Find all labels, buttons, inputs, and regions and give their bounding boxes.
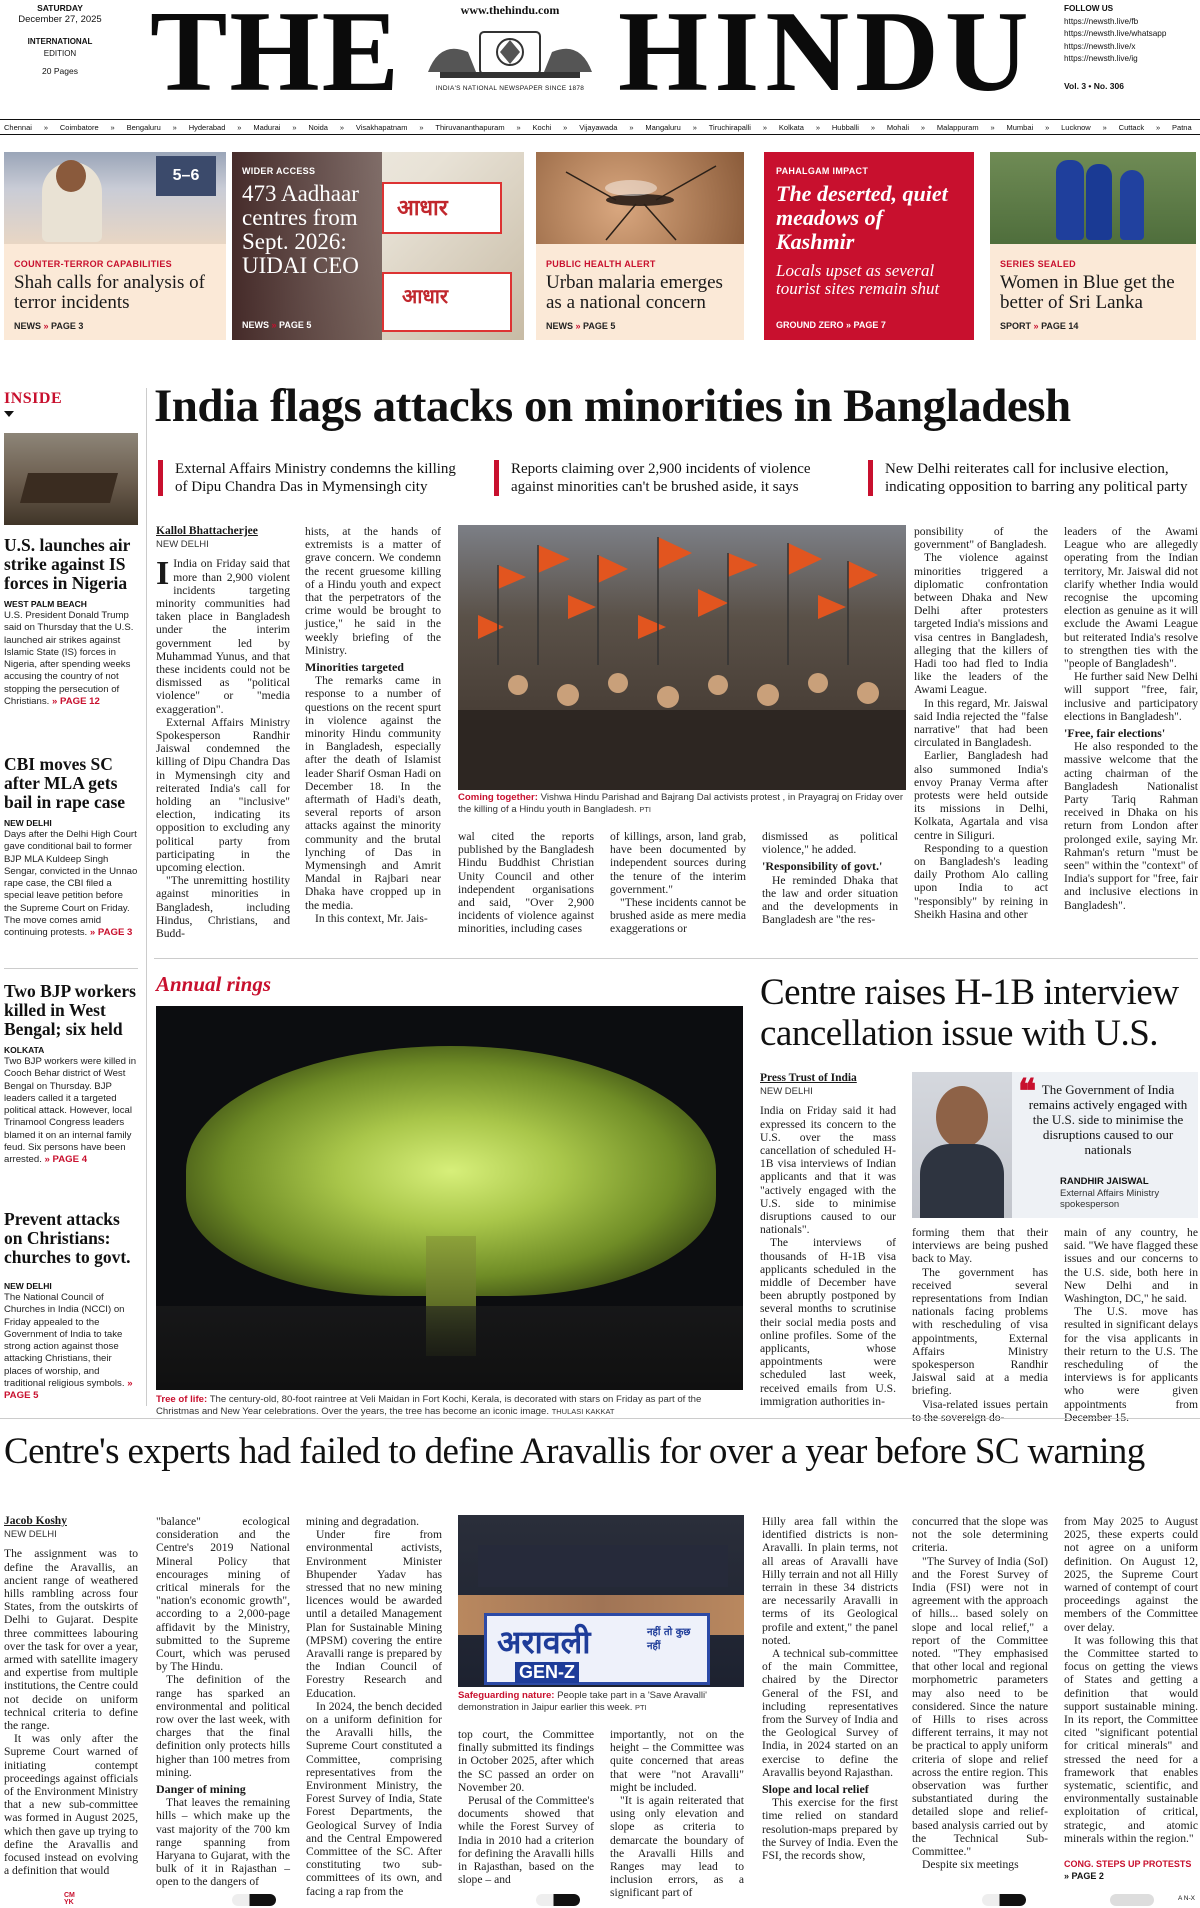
city-strip: Chennai » Coimbatore » Bengaluru » Hyderabad » Madurai » Noida » Visakhapatnam » Thiruvananthapuram » Kochi » Vijayawada » Mangaluru » Tiruchirapalli » Kolkata » Hubballi » Mohali » Malappuram » Mumbai » Lucknow » Cuttack » Patna: [0, 119, 1200, 135]
jump-label: CONG. STEPS UP PROTESTS: [1064, 1859, 1192, 1869]
website-link[interactable]: www.thehindu.com: [460, 3, 560, 17]
banner-gen: GEN-Z: [515, 1662, 579, 1683]
register-mark: [232, 1894, 276, 1906]
follow-link-ig[interactable]: https://newsth.live/ig: [1064, 54, 1138, 64]
city-item: Mangaluru: [645, 123, 681, 132]
mosquito-icon: [536, 152, 744, 244]
lead-para: The remarks came in response to a number of questions on the recent spurt in violence against the minority Hindu community in Bangladesh, especially after the death of Islamist leader Sharif Osman Hadi on December 18. In the aftermath of Hadi's death, several reports of arson attacks against the minority community and the brutal lynching of Das in Mymensingh and Amrit Mandal in Rajbari near Dhaka have cropped up in the media.: [305, 674, 441, 912]
city-item: Visakhapatnam: [355, 123, 408, 132]
lead-subhead: 'Free, fair elections': [1064, 726, 1166, 741]
lead-para: of killings, arson, land grab, have been documented by independent sources during the tenure of the interim government.": [610, 830, 746, 896]
h1b-para: The government has received several representations from Indian nationals facing problems with rescheduling of visa appointments, External Affairs Ministry spokesperson Randhir Jaiswal said at a media briefing.: [912, 1265, 1048, 1398]
city-item: Noida: [308, 123, 328, 132]
lead-col-5: [762, 830, 898, 940]
aravallis-col-4: [458, 1728, 594, 1893]
inside-page: » PAGE 3: [89, 927, 133, 939]
aravallis-headline[interactable]: Centre's experts had failed to define Aravallis for over a year before SC warning: [4, 1431, 1145, 1472]
masthead-date: December 27, 2025: [18, 14, 102, 25]
caption-credit: THULASI KAKKAT: [551, 1407, 615, 1416]
city-item: Hubballi: [831, 123, 859, 132]
teaser-section: NEWS: [242, 320, 269, 330]
annual-rings-caption: [156, 1394, 743, 1418]
lead-subhead: 'Responsibility of govt.': [762, 859, 883, 874]
volume-number: Vol. 3 • No. 306: [1064, 80, 1124, 91]
masthead-emblem: [420, 22, 600, 90]
caption-credit: PTI: [639, 805, 652, 814]
aravallis-para: That leaves the remaining hills – which make up the vast majority of the 700 km range spanning from Haryana to Gujarat, with the bulk of it in Rajasthan – open to the dangers of: [156, 1796, 290, 1889]
inside-story-3[interactable]: [4, 982, 138, 1167]
lead-para: In this regard, Mr. Jaiswal said India rejected the "false narrative" that had been circulated in Bangladesh.: [914, 696, 1048, 750]
lead-para: dismissed as political violence," he added.: [762, 830, 898, 857]
h1b-headline[interactable]: Centre raises H-1B interview cancellation issue with U.S.: [760, 972, 1179, 1054]
lead-para: In this context, Mr. Jais-: [315, 911, 428, 925]
page-count: 20 Pages: [42, 66, 78, 76]
lead-col-1: Kallol Bhattacherjee NEW DELHI I India on Friday said that more than 2,900 violent incidents targeting minority communities had taken place in Bangladesh under the interim government led by Muhammad Yunus, and that these incidents could not be dismissed as "political violence" or "media exaggeration". External Affairs Ministry Spokesperson Randhir Jaiswal condemned the killing of Dipu Chandra Das in Mymensingh city and reiterated India's call for holding an "inclusive" election, indicating its opposition to excluding any political party from participating in the upcoming election. "The unremitting hostility against minorities in Bangladesh, including Hindus, Christians, and Budd-: [156, 525, 290, 941]
lead-para: "The unremitting hostility against minorities in Bangladesh, including Hindus, Christians, and Budd-: [156, 874, 290, 941]
city-item: Chennai: [4, 123, 32, 132]
inside-page: » PAGE 12: [52, 696, 100, 708]
lead-subhead: Minorities targeted: [305, 660, 404, 675]
inside-page: » PAGE 4: [44, 1154, 88, 1166]
spokesperson-photo: [912, 1072, 1012, 1218]
aravallis-col-1: [4, 1515, 138, 1893]
inside-text: Two BJP workers were killed in Cooch Behar district of West Bengal on Thursday. BJP leaders called it a targeted political attack. However, local Trinamool Congress leaders blamed it on an internal family feud. Six persons have been arrested.: [4, 1056, 137, 1166]
follow-us: [1064, 3, 1198, 93]
lead-para: "These incidents cannot be brushed aside as mere media exaggerations or: [610, 896, 746, 936]
teaser-kicker: PAHALGAM IMPACT: [776, 166, 869, 176]
quote-mark-icon: ❝: [1018, 1074, 1037, 1111]
banner-text: अरावली: [497, 1623, 591, 1661]
h1b-quote-title: External Affairs Ministry spokesperson: [1060, 1188, 1160, 1210]
teaser-photo: [990, 152, 1196, 244]
aravallis-col-2: [156, 1515, 290, 1893]
h1b-para: forming them that their interviews are being pushed back to May.: [912, 1226, 1048, 1266]
teaser-page: PAGE 3: [51, 321, 84, 331]
inside-headline: Prevent attacks on Christians: churches to govt.: [4, 1209, 131, 1267]
follow-link-whatsapp[interactable]: https://newsth.live/whatsapp: [1064, 29, 1167, 39]
follow-link-fb[interactable]: https://newsth.live/fb: [1064, 16, 1139, 26]
h1b-quote-text: The Government of India remains actively engaged with the U.S. side to minimise the disruptions caused to our nationals: [1028, 1082, 1188, 1157]
aravallis-para: This exercise for the first time relied on standard resolution-maps prepared by the Survey of India. Even the FSI, the records show,: [762, 1796, 898, 1863]
h1b-col-3: [1064, 1226, 1198, 1411]
aravallis-para: It was only after the Supreme Court warned of initiating contempt proceedings against officials of the Environment Ministry that a new sub-committee was formed in August 2025, which then gave up trying to define the Aravallis and focused instead on evolving a definition that would: [4, 1732, 138, 1878]
caption-text: The century-old, 80-foot raintree at Veli Maidan in Fort Kochi, Kerala, is decorated with stars on Friday as part of the Christmas and New Year celebrations. Over the years, the tree has become an iconic image.: [156, 1394, 702, 1417]
city-item: Vijayawada: [579, 123, 618, 132]
aravallis-para: Perusal of the Committee's documents showed that while the Forest Survey of India in 2010 had a criterion for defining the Aravalli hills in Rajasthan, based on the slope – and: [458, 1794, 594, 1887]
city-item: Cuttack: [1118, 123, 1145, 132]
inside-sidebar: [4, 390, 138, 417]
lead-col-4: [610, 830, 746, 940]
teaser-photo: 5–6: [4, 152, 226, 244]
inside-dateline: KOLKATA: [4, 1045, 45, 1055]
h1b-para: The U.S. move has resulted in significant delays for the visa applicants in their return to the U.S. The rescheduling of the interviews is for applicants who were given appointments from: [1064, 1305, 1198, 1411]
teaser-subhead: Locals upset as several tourist sites remain shut: [776, 261, 940, 298]
lead-para: leaders of the Awami League who are allegedly operating from the Indian territory, Mr. Jaiswal did not clarify whether India would recognise the upcoming election as genuine as it will exclude the Awami League but reiterated India's resolve to strengthen ties with the "people of Bangladesh".: [1064, 525, 1198, 671]
aravallis-para: The assignment was to define the Aravallis, an ancient range of weathered hills rambling across four States, from the outskirts of Delhi to Gujarat. Despite three committees labouring over the task for over a year, armed with satellite imagery and expertise from multiple institutions, the Centre could not decide on uniform technical criteria to define the range.: [4, 1547, 138, 1733]
aravallis-para: top court, the Committee finally submitted its findings in October 2025, after which the SC passed an order on November 20.: [458, 1728, 594, 1794]
lead-headline[interactable]: India flags attacks on minorities in Bangladesh: [154, 380, 1071, 432]
aravallis-col-8: [1064, 1515, 1198, 1855]
city-item: Kolkata: [778, 123, 804, 132]
teaser-cricket[interactable]: SERIES SEALED Women in Blue get the better of Sri Lanka SPORT » PAGE 14: [990, 152, 1196, 340]
aravallis-jump[interactable]: [1064, 1858, 1198, 1882]
city-item: Malappuram: [936, 123, 979, 132]
aravallis-para: importantly, not on the height – the Committee was quite concerned that areas that were "not Aravalli" might be included.: [610, 1728, 744, 1794]
lead-col-6: [914, 525, 1048, 940]
lead-para: ponsibility of the government" of Bangladesh.: [914, 525, 1048, 552]
teaser-headline: Women in Blue get the better of Sri Lanka: [1000, 272, 1175, 313]
inside-story-1[interactable]: [4, 536, 138, 708]
aravallis-para: Despite six meetings: [922, 1858, 1019, 1872]
lead-para: External Affairs Ministry Spokesperson Randhir Jaiswal condemned the killing of Dipu Chandra Das in Mymensingh city and reiterated India's call for holding an "inclusive" election, indicating its opposition to excluding any political party from participating in the upcoming election.: [156, 715, 290, 875]
city-item: Hyderabad: [188, 123, 226, 132]
h1b-para: main of any country, he said. "We have flagged these issues and our concerns to the U.S. side, both here in New Delhi and in Washington, DC," he said.: [1064, 1226, 1198, 1306]
teaser-headline: The deserted, quiet meadows of Kashmir: [776, 181, 948, 254]
masthead-title-left: THE: [150, 0, 401, 116]
inside-page: » PAGE 5: [4, 1378, 133, 1402]
register-mark: [536, 1894, 580, 1906]
aravallis-para: concurred that the slope was not the sole determining criteria.: [912, 1515, 1048, 1555]
annual-rings-label: Annual rings: [156, 972, 271, 996]
teaser-kicker: SERIES SEALED: [1000, 259, 1076, 269]
inside-headline: CBI moves SC after MLA gets bail in rape case: [4, 754, 126, 812]
lead-deck-3: New Delhi reiterates call for inclusive election, indicating opposition to barring any political party: [868, 460, 1198, 496]
aravallis-col-3: [306, 1515, 442, 1898]
lead-photo: [458, 525, 906, 790]
teaser-kicker: WIDER ACCESS: [242, 166, 316, 176]
masthead-tagline: INDIA'S NATIONAL NEWSPAPER SINCE 1878: [435, 85, 585, 92]
inside-dateline: NEW DELHI: [4, 818, 52, 828]
city-item: Mohali: [886, 123, 909, 132]
lead-para: He reminded Dhaka that the law and order situation and the developments in Bangladesh are "the res-: [762, 873, 898, 927]
lead-dateline: NEW DELHI: [156, 539, 209, 551]
aravallis-col-7: [912, 1515, 1048, 1893]
teaser-kicker: COUNTER-TERROR CAPABILITIES: [14, 259, 172, 269]
aravallis-byline[interactable]: Jacob Koshy: [4, 1515, 67, 1527]
teaser-aadhaar[interactable]: आधार आधार WIDER ACCESS 473 Aadhaar centres from Sept. 2026: UIDAI CEO NEWS » PAGE 5: [232, 152, 524, 340]
lead-deck-2: Reports claiming over 2,900 incidents of violence against minorities can't be brushed aside, it says: [494, 460, 848, 496]
lead-para: wal cited the reports published by the Bangladesh Hindu Buddhist Christian Unity Council and other independent organisations and said, "Over 2,900 incidents of violence against minorities, including cases: [458, 830, 594, 936]
h1b-para: Visa-related issues pertain: [922, 1397, 1048, 1411]
inside-story-2[interactable]: [4, 755, 138, 940]
jump-page: » PAGE 2: [1064, 1871, 1104, 1881]
aravallis-para: In 2024, the bench decided on a uniform definition for the Aravalli hills, the Supreme Court constituted a Committee, comprising representatives from the Environment Ministry, the Forest Survey of India, State Forest Departments, the Geological Survey of India and the Central Empowered Committee of the SC. After constituting two sub-committees of its own, and facing a rap from the: [306, 1699, 442, 1898]
h1b-dateline: NEW DELHI: [760, 1086, 813, 1098]
masthead-title-right: HINDU: [618, 0, 1035, 116]
city-item: Coimbatore: [59, 123, 99, 132]
city-item: Lucknow: [1061, 123, 1091, 132]
protest-flags-icon: [458, 525, 906, 790]
inside-label: INSIDE: [4, 390, 63, 407]
inside-text: The National Council of Churches in India (NCCI) on Friday appealed to the Government of India to take strong action against those attacking Christians, their places of worship, and traditional religious symbols.: [4, 1292, 125, 1390]
aravallis-subhead: Slope and local relief: [762, 1782, 869, 1797]
inside-dateline: WEST PALM BEACH: [4, 599, 87, 609]
city-item: Madurai: [253, 123, 281, 132]
masthead-left: [4, 2, 116, 77]
h1b-para: India on Friday said it had expressed its concern to the U.S. over the mass cancellation of scheduled H-1B visa interviews of Indian applicants and that it was "actively engaged with the U.S. side to minimise disruptions caused to our nationals".: [760, 1104, 896, 1237]
h1b-byline[interactable]: Press Trust of India: [760, 1072, 857, 1084]
lead-para: hists, at the hands of extremists is a matter of grave concern. We condemn the recent gruesome killing of a Hindu youth and expect that the perpetrators of the crime would be brought to justice," he said in the weekly briefing of the Ministry.: [305, 525, 441, 657]
caption-text: People take part in a 'Save Aravalli' demonstration in Jaipur earlier this week.: [458, 1690, 707, 1713]
city-item: Patna: [1172, 123, 1192, 132]
follow-link-x[interactable]: https://newsth.live/x: [1064, 41, 1136, 51]
inside-headline: Two BJP workers killed in West Bengal; six held: [4, 981, 136, 1039]
lead-para: The violence against minorities triggered a diplomatic confrontation between Dhaka and New Delhi after protesters targeted India's missions and visa centres in Bangladesh, alleging that the killers of Hadi too had fled to India like the leaders of the Awami League.: [914, 551, 1048, 697]
h1b-quote-name: RANDHIR JAISWAL: [1060, 1176, 1149, 1187]
aravallis-caption: [458, 1690, 744, 1714]
aravallis-para: The definition of the range has sparked an environmental and political row over the last week, with charges that the final definition only protects hills higher than 100 metres from mining.: [156, 1673, 290, 1779]
aravallis-para: from May 2025 to August 2025, these experts could not agree on a uniform definition. On August 12, 2025, the Supreme Court warned of contempt of court proceedings against the members of the Committee over delay.: [1064, 1515, 1198, 1634]
aravallis-subhead: Danger of mining: [156, 1782, 246, 1797]
banner-small: नहीं तो कुछ नहीं: [647, 1627, 691, 1652]
teaser-page: PAGE 14: [1041, 321, 1079, 331]
lead-col-7: [1064, 525, 1198, 940]
teaser-page: PAGE 5: [583, 321, 616, 331]
teaser-kashmir[interactable]: PAHALGAM IMPACT The deserted, quiet meadows of Kashmir Locals upset as several tourist sites remain shut GROUND ZERO » PAGE 7: [764, 152, 974, 340]
lead-col-3: [458, 830, 594, 940]
city-item: Tiruchirapalli: [708, 123, 751, 132]
lead-para: He also responded to the massive welcome that the acting chairman of the Bangladesh Nationalist Party Tariq Rahman received in Dhaka on his return from London after prolonged exile, saying Mr. Rahman's return "must be seen" within the "context" of India's support for "free, fair and inclusive elections in Bangladesh".: [1064, 740, 1198, 912]
edition-line1: INTERNATIONAL: [27, 37, 93, 46]
aravallis-para: A technical sub-committee of the main Committee, chaired by the Director General of the FSI, and including representatives from the Survey of India and the Geological Survey of India, in 2024 started on an exercise to define the Aravallis beyond Rajasthan.: [762, 1647, 898, 1779]
h1b-col-1: [760, 1072, 896, 1408]
city-item: Mumbai: [1006, 123, 1034, 132]
masthead-day: SATURDAY: [37, 3, 83, 13]
aravallis-dateline: NEW DELHI: [4, 1529, 57, 1541]
h1b-para: The interviews of thousands of H-1B visa applicants scheduled in the middle of December have been abruptly postponed by several months to scrutinise their social media posts and online profiles. Some of the applicants, whose appointments were scheduled last week, received emails from U.S. immigration authorities in-: [760, 1236, 896, 1408]
teaser-malaria[interactable]: PUBLIC HEALTH ALERT Urban malaria emerges as a national concern NEWS » PAGE 5: [536, 152, 744, 340]
h1b-quote-box: [912, 1072, 1198, 1218]
register-mark: [1110, 1894, 1154, 1906]
lead-byline[interactable]: Kallol Bhattacherjee: [156, 525, 258, 537]
inside-text: Days after the Delhi High Court gave conditional bail to former BJP MLA Kuldeep Singh Sengar, convicted in the Unnao rape case, the CBI filed a special leave petition before the Supreme Court on Friday. The move comes amid continuing protests.: [4, 829, 138, 939]
aravallis-para: mining and degradation.: [306, 1515, 420, 1528]
caption-text: Vishwa Hindu Parishad and Bajrang Dal activists protest , in Prayagraj on Friday over the killing of a Hindu youth in Bangladesh.: [458, 792, 904, 815]
cmyk-mark: CMYK: [64, 1892, 75, 1906]
aravallis-para: Under fire from environmental activists, Environment Minister Bhupender Yadav has stressed that no new mining licences would be awarded until a detailed Management Plan for Sustainable Mining (MPSM) covering the entire Aravalli range is prepared by the Indian Council of Forestry Research and Education.: [306, 1528, 442, 1700]
caption-label: Coming together:: [458, 792, 538, 803]
h1b-col-2: [912, 1226, 1048, 1411]
register-mark: [982, 1894, 1026, 1906]
aravallis-para: Hilly area fall within the identified districts is non-Aravalli. In plain terms, not all areas of Aravalli have Hilly terrain and not all Hilly terrain in these 34 districts are necessarily Aravalli in terms of its Geological profile and extent," the panel noted.: [762, 1515, 898, 1647]
lead-para: Responding to a question on Bangladesh's leading daily Prothom Alo calling upon India to act "responsibly" by reining in Sheikh Hasina and other: [914, 841, 1048, 921]
aravallis-para: "The Survey of India (SoI) and the Forest Survey of India (FSI) were not in agreement with the approach of hills... based solely on slope and local relief," a report of the Committee noted. "They emphasised that other local and regional morphometric parameters may also need to be considered. Since the nature of Hills to rises across different terrains, it may not be practical to apply uniform criteria of slope and relief across the entire region. This observation was further substantiated during the detailed slope and relief-based analysis carried out by the Technical Sub-Committee.": [912, 1554, 1048, 1859]
lead-col-2: [305, 525, 441, 940]
lead-deck-1: External Affairs Ministry condemns the killing of Dipu Chandra Das in Mymensingh city: [158, 460, 472, 496]
lead-photo-caption: [458, 792, 906, 816]
teaser-headline: Shah calls for analysis of terror incidents: [14, 272, 206, 313]
teaser-headline: 473 Aadhaar centres from Sept. 2026: UIDAI CEO: [242, 181, 359, 278]
aravallis-col-5: [610, 1728, 744, 1900]
aravallis-para: "balance" ecological consideration and the Centre's 2019 National Mineral Policy that encourages mining of critical minerals for the "nation's economic growth", according to a 2,000-page affidavit by the Ministry, submitted to the Supreme Court, which was perused by The Hindu.: [156, 1515, 290, 1674]
lead-para: India on Friday said that more than 2,900 violent incidents targeting minority communities had taken place in Bangladesh under the interim government led by Muhammad Yunus, and that these incidents could not be dismissed as "political violence" or "media exaggeration".: [156, 557, 290, 716]
teaser-section: SPORT: [1000, 321, 1032, 331]
teaser-kicker: PUBLIC HEALTH ALERT: [546, 259, 656, 269]
inside-text: U.S. President Donald Trump said on Thursday that the U.S. launched air strikes against Islamic State (IS) forces in Nigeria, after spending weeks accusing the country of not stopping the persecution of Christians.: [4, 610, 134, 708]
inside-photo: [4, 433, 138, 525]
teaser-section: NEWS: [546, 321, 573, 331]
teaser-shah[interactable]: 5–6 COUNTER-TERROR CAPABILITIES Shah calls for analysis of terror incidents NEWS » PAGE 3: [4, 152, 226, 340]
teaser-headline: Urban malaria emerges as a national concern: [546, 272, 723, 313]
aravallis-col-6: [762, 1515, 898, 1893]
page-code: A N-X: [1178, 1895, 1195, 1902]
inside-headline: U.S. launches air strike against IS forces in Nigeria: [4, 535, 131, 593]
edition-line2: EDITION: [43, 49, 77, 58]
teaser-section: NEWS: [14, 321, 41, 331]
teaser-photo: [536, 152, 744, 244]
inside-story-4[interactable]: [4, 1210, 138, 1403]
teaser-photo: आधार आधार: [232, 152, 524, 340]
city-item: Bengaluru: [126, 123, 161, 132]
caption-label: Tree of life:: [156, 1394, 208, 1405]
caption-credit: PTI: [635, 1703, 647, 1712]
caret-down-icon: [4, 411, 14, 417]
teaser-page: PAGE 5: [279, 320, 312, 330]
city-item: Thiruvananthapuram: [435, 123, 505, 132]
lead-para: He further said New Delhi will support "free, fair, inclusive and participatory elections in Bangladesh".: [1064, 670, 1198, 723]
city-item: Kochi: [532, 123, 552, 132]
inside-dateline: NEW DELHI: [4, 1281, 52, 1291]
aravallis-para: "It is again reiterated that using only elevation and slope as criteria to demarcate the boundary of the Aravalli Hills and Ranges may lead to inclusion errors, as a significant part of: [610, 1794, 744, 1900]
aravallis-photo: [458, 1515, 744, 1687]
caption-label: Safeguarding nature:: [458, 1690, 555, 1701]
teaser-section: GROUND ZERO: [776, 320, 844, 330]
aravallis-para: It was following this that the Committee started to focus on getting the views of States and getting a definition that would support sustainable mining. In its report, the Committee cited "significant potential for critical minerals" and stressed the need for a framework that enables systematic, scientific, and environmentally sustainable exploitation of critical, strategic, and atomic minerals within the region.": [1064, 1633, 1198, 1845]
teaser-page: PAGE 7: [853, 320, 886, 330]
follow-title: FOLLOW US: [1064, 4, 1114, 13]
annual-rings-photo: [156, 1006, 743, 1390]
lead-para: Earlier, Bangladesh had also summoned India's envoy Pranay Verma after protests were held outside its missions in Delhi, Kolkata, Agartala and visa centre in Siliguri.: [914, 749, 1048, 842]
emblem-icon: [420, 22, 600, 90]
